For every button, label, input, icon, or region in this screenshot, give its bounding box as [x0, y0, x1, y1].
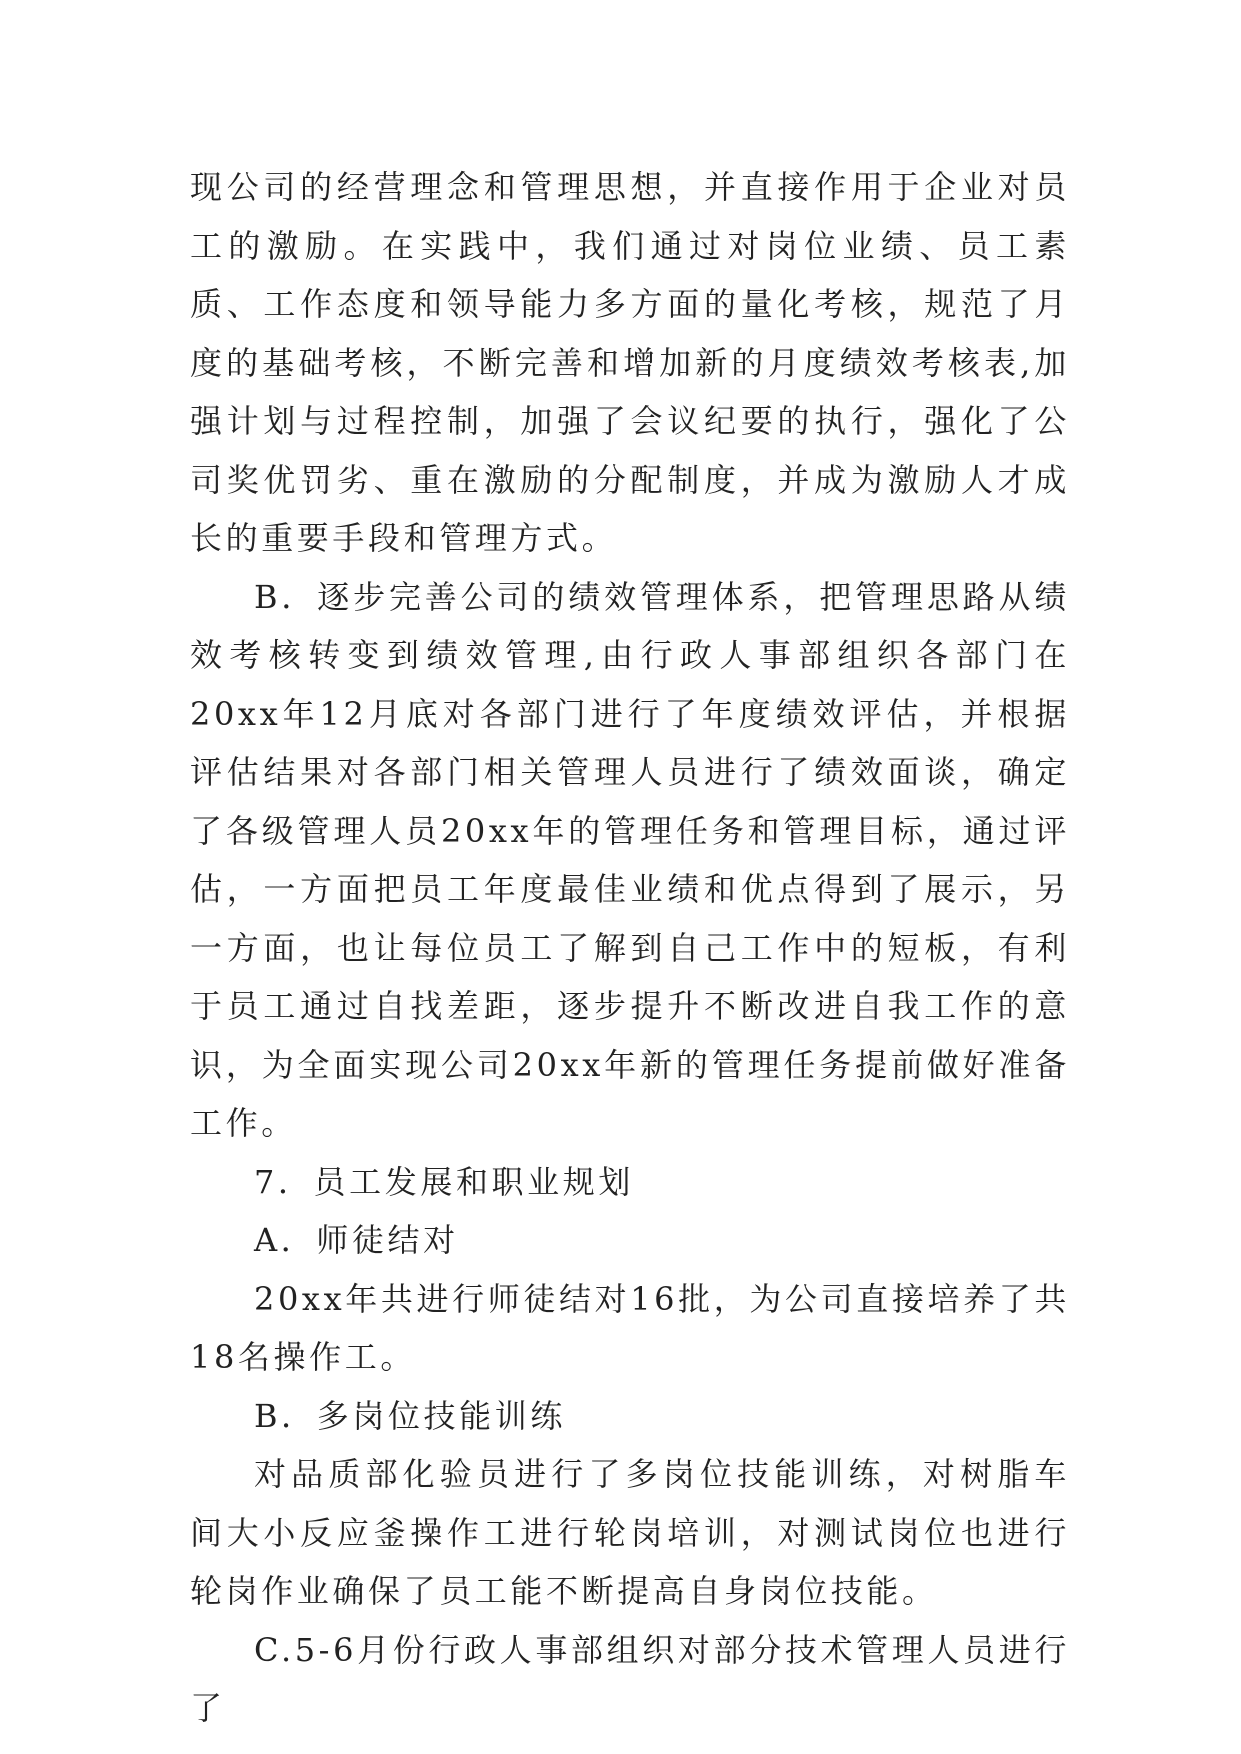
- paragraph-performance-management: B．逐步完善公司的绩效管理体系，把管理思路从绩效考核转变到绩效管理,由行政人事部组织各部门在20xx年12月底对各部门进行了年度绩效评估，并根据评估结果对各部门相关管理人员进行了绩效面谈，确定了各级管理人员20xx年的管理任务和管理目标，通过评估，一方面把员工年度最佳业绩和优点得到了展示，另一方面，也让每位员工了解到自己工作中的短板，有利于员工通过自找差距，逐步提升不断改进自我工作的意识，为全面实现公司20xx年新的管理任务提前做好准备工作。: [190, 577, 1070, 1142]
- subheading-multi-skill-training: B．多岗位技能训练: [254, 1396, 566, 1435]
- subheading-mentorship: A．师徒结对: [254, 1221, 459, 1259]
- paragraph-technical-training: C.5-6月份行政人事部组织对部分技术管理人员进行了: [190, 1630, 1070, 1727]
- paragraph-incentive-system: 现公司的经营理念和管理思想，并直接作用于企业对员工的激励。在实践中，我们通过对岗位业绩、员工素质、工作态度和领导能力多方面的量化考核，规范了月度的基础考核，不断完善和增加新的月度绩效考核表,加强计划与过程控制，加强了会议纪要的执行，强化了公司奖优罚劣、重在激励的分配制度，并成为激励人才成长的重要手段和管理方式。: [190, 168, 1070, 557]
- section-heading-career-planning: 7．员工发展和职业规划: [254, 1162, 634, 1201]
- paragraph-multi-skill-training: 对品质部化验员进行了多岗位技能训练，对树脂车间大小反应釜操作工进行轮岗培训，对测试岗位也进行轮岗作业确保了员工能不断提高自身岗位技能。: [190, 1455, 1070, 1610]
- paragraph-mentorship: 20xx年共进行师徒结对16批，为公司直接培养了共18名操作工。: [190, 1279, 1070, 1376]
- document-page: [190, 158, 1070, 1738]
